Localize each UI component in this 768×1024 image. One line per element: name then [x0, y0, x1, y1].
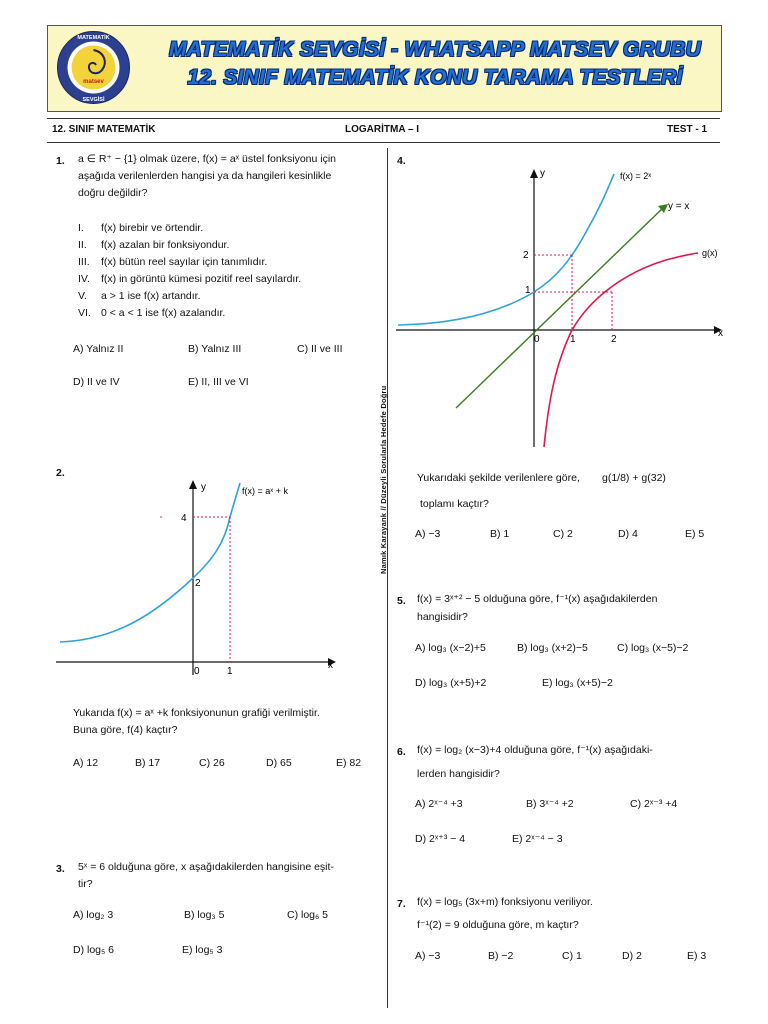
q4-text-line1: Yukarıdaki şekilde verilenlere göre, [417, 472, 580, 484]
q2-text-line2: Buna göre, f(4) kaçtır? [73, 724, 178, 736]
q2-function-label: f(x) = aˣ + k [242, 486, 288, 496]
q3-option-a[interactable]: A) log₂ 3 [73, 909, 114, 921]
q4-curve-g [544, 253, 698, 447]
q6-option-c[interactable]: C) 2ˣ⁻³ +4 [630, 798, 678, 810]
q5-option-c[interactable]: C) log₃ (x−5)−2 [617, 642, 689, 654]
q1-number: 1. [56, 155, 65, 167]
q4-option-a[interactable]: A) −3 [415, 528, 441, 540]
q1-item-text: f(x) bütün reel sayılar için tanımlıdır. [101, 256, 268, 268]
q2-curve [60, 483, 240, 642]
q5-text-line2: hangisidir? [417, 611, 468, 623]
q1-item-roman: II. [78, 239, 87, 251]
q7-text-line1: f(x) = log₅ (3x+m) fonksiyonu veriliyor. [417, 896, 593, 908]
q1-item-roman: VI. [78, 307, 91, 319]
q1-item-text: f(x) in görüntü kümesi pozitif reel sayılardır. [101, 273, 302, 285]
q4-y-arrow-icon [530, 169, 538, 178]
q1-option-a[interactable]: A) Yalnız II [73, 343, 124, 355]
q1-item-text: a > 1 ise f(x) artandır. [101, 290, 201, 302]
q5-option-b[interactable]: B) log₃ (x+2)−5 [517, 642, 588, 654]
q6-number: 6. [397, 746, 406, 758]
q2-y-arrow-icon [189, 480, 197, 489]
q4-tick-x-0: 0 [534, 334, 540, 345]
q2-option-b[interactable]: B) 17 [135, 757, 161, 769]
q4-line-y-equals-x [456, 207, 664, 408]
logo-bottom-text: SEVGİSİ [82, 97, 105, 103]
q3-number: 3. [56, 863, 65, 875]
header-title-line1: MATEMATİK SEVGİSİ - WHATSAPP MATSEV GRUBU [168, 38, 702, 61]
q1-item-roman: III. [78, 256, 90, 268]
q7-option-c[interactable]: C) 1 [562, 950, 582, 962]
logo-inner-text: matsev [83, 79, 104, 85]
logo-top-text: MATEMATİK [77, 35, 110, 41]
q6-text-line1: f(x) = log₂ (x−3)+4 olduğuna göre, f⁻¹(x) aşağıdaki- [417, 744, 653, 756]
q5-number: 5. [397, 595, 406, 607]
q1-item-roman: IV. [78, 273, 90, 285]
q4-label-g: g(x) [702, 248, 718, 258]
q2-tick-x-0: 0 [194, 666, 200, 677]
q2-tick-y-2: 2 [195, 578, 201, 589]
q5-option-d[interactable]: D) log₃ (x+5)+2 [415, 677, 487, 689]
column-divider [387, 148, 388, 1008]
q4-option-c[interactable]: C) 2 [553, 528, 573, 540]
q5-option-e[interactable]: E) log₃ (x+5)−2 [542, 677, 613, 689]
q3-option-c[interactable]: C) log₆ 5 [287, 909, 329, 921]
subheader-bottom-rule [47, 142, 720, 143]
q4-tick-x-1: 1 [570, 334, 576, 345]
q4-number: 4. [397, 155, 406, 167]
matsev-logo [56, 30, 131, 105]
q6-option-e[interactable]: E) 2ˣ⁻⁴ − 3 [512, 833, 563, 845]
q4-x-label: x [718, 328, 723, 339]
q1-item-text: f(x) azalan bir fonksiyondur. [101, 239, 230, 251]
q6-option-a[interactable]: A) 2ˣ⁻⁴ +3 [415, 798, 463, 810]
q6-option-d[interactable]: D) 2ˣ⁺³ − 4 [415, 833, 466, 845]
q7-number: 7. [397, 898, 406, 910]
subheader-test: TEST - 1 [667, 124, 708, 135]
q4-label-f: f(x) = 2ˣ [620, 171, 652, 181]
q1-text-line1: a ∈ R⁺ − {1} olmak üzere, f(x) = aˣ üstel fonksiyonu için [78, 153, 337, 165]
q2-option-e[interactable]: E) 82 [336, 757, 362, 769]
q6-text-line2: lerden hangisidir? [417, 768, 500, 780]
q7-option-b[interactable]: B) −2 [488, 950, 514, 962]
q3-option-d[interactable]: D) log₅ 6 [73, 944, 114, 956]
q4-curve-f [398, 174, 614, 325]
q2-y-label: y [201, 482, 206, 493]
q2-dot [160, 516, 162, 518]
q1-option-b[interactable]: B) Yalnız III [188, 343, 242, 355]
q4-text-line2: toplamı kaçtır? [420, 498, 489, 510]
q1-item-text: f(x) birebir ve örtendir. [101, 222, 204, 234]
q4-y-label: y [540, 168, 545, 179]
q5-text-line1: f(x) = 3ˣ⁺² − 5 olduğuna göre, f⁻¹(x) aşağıdakilerden [417, 593, 658, 605]
q4-tick-x-2: 2 [611, 334, 617, 345]
q4-graph [396, 162, 726, 452]
q1-option-d[interactable]: D) II ve IV [73, 376, 120, 388]
q1-option-e[interactable]: E) II, III ve VI [188, 376, 249, 388]
q5-option-a[interactable]: A) log₃ (x−2)+5 [415, 642, 486, 654]
q4-option-d[interactable]: D) 4 [618, 528, 638, 540]
q7-option-a[interactable]: A) −3 [415, 950, 441, 962]
q2-option-a[interactable]: A) 12 [73, 757, 99, 769]
q4-option-b[interactable]: B) 1 [490, 528, 510, 540]
q4-text-expression: g(1/8) + g(32) [602, 472, 666, 484]
q7-option-e[interactable]: E) 3 [687, 950, 707, 962]
q1-option-c[interactable]: C) II ve III [297, 343, 343, 355]
q4-tick-y-1: 1 [525, 285, 531, 296]
q3-option-b[interactable]: B) log₃ 5 [184, 909, 225, 921]
q1-item-roman: I. [78, 222, 84, 234]
q2-x-label: x [328, 660, 333, 671]
q1-item-text: 0 < a < 1 ise f(x) azalandır. [101, 307, 226, 319]
q3-text-line1: 5ˣ = 6 olduğuna göre, x aşağıdakilerden hangisine eşit- [78, 861, 334, 873]
q1-item-roman: V. [78, 290, 87, 302]
q7-text-line2: f⁻¹(2) = 9 olduğuna göre, m kaçtır? [417, 919, 579, 931]
q2-option-c[interactable]: C) 26 [199, 757, 225, 769]
q2-text-line1: Yukarıda f(x) = aˣ +k fonksiyonunun grafiği verilmiştir. [73, 707, 320, 719]
q2-number: 2. [56, 467, 65, 479]
q4-label-yx: y = x [668, 201, 690, 212]
q2-graph [56, 475, 346, 685]
q7-option-d[interactable]: D) 2 [622, 950, 642, 962]
q1-text-line2: aşağıda verilenlerden hangisi ya da hangileri kesinlikle [78, 170, 332, 182]
q2-option-d[interactable]: D) 65 [266, 757, 292, 769]
q3-option-e[interactable]: E) log₅ 3 [182, 944, 223, 956]
q2-tick-x-1: 1 [227, 666, 233, 677]
q4-option-e[interactable]: E) 5 [685, 528, 705, 540]
q1-text-line3: doğru değildir? [78, 187, 148, 199]
subheader-top-rule [47, 118, 720, 119]
q4-tick-y-2: 2 [523, 250, 529, 261]
q6-option-b[interactable]: B) 3ˣ⁻⁴ +2 [526, 798, 574, 810]
header-title-line2: 12. SINIF MATEMATİK KONU TARAMA TESTLERİ [187, 66, 683, 89]
subheader-grade: 12. SINIF MATEMATİK [52, 124, 156, 135]
subheader-topic: LOGARİTMA – I [345, 124, 420, 135]
q3-text-line2: tir? [78, 878, 93, 890]
q2-tick-y-4: 4 [181, 513, 187, 524]
side-vertical-text: Namık Karayank // Düzeyli Sorularla Hedefe Doğru [379, 385, 388, 574]
